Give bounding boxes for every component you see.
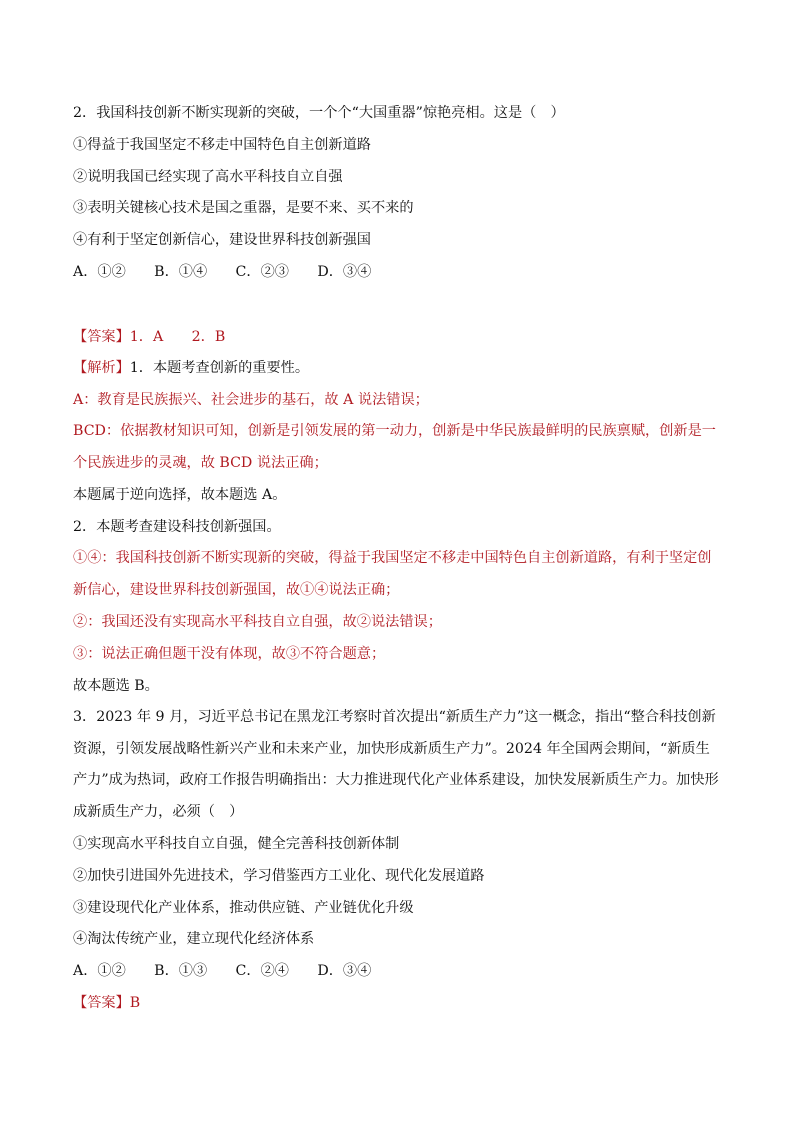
answer-tag: 【答案】 — [73, 329, 130, 345]
analysis-first: 1．本题考查创新的重要性。 — [129, 360, 310, 376]
q2-options: A．①② B．①④ C．②③ D．③④ — [73, 264, 372, 280]
q2-item-2: ②说明我国已经实现了高水平科技自立自强 — [73, 169, 343, 185]
q2-item-1: ①得益于我国坚定不移走中国特色自主创新道路 — [73, 137, 371, 153]
answer-line — [73, 327, 723, 347]
q3-answer-tag: 【答案】 — [73, 995, 130, 1011]
q3-answer-text: B — [129, 995, 141, 1011]
q3-answer-line — [73, 993, 723, 1013]
analysis-tag: 【解析】 — [73, 360, 130, 376]
analysis-q2-line2: ②：我国还没有实现高水平科技自立自强，故②说法错误； — [73, 614, 442, 630]
analysis-q2-head: 2．本题考查建设科技创新强国。 — [73, 519, 281, 535]
analysis-q2-conclusion: 故本题选 B。 — [73, 678, 159, 694]
analysis-bcd-line: BCD：依据教材知识可知，创新是引领发展的第一动力，创新是中华民族最鲜明的民族禀赋，创新是一个民族进步的灵魂，故 BCD 说法正确； — [73, 423, 716, 471]
analysis-line — [73, 358, 723, 378]
answer-text: 1．A 2．B — [129, 329, 226, 345]
q2-stem: 2．我国科技创新不断实现新的突破，一个个“大国重器”惊艳亮相。这是（ ） — [73, 105, 565, 121]
q3-item-3: ③建设现代化产业体系，推动供应链、产业链优化升级 — [73, 900, 414, 916]
q3-item-4: ④淘汰传统产业，建立现代化经济体系 — [73, 931, 315, 947]
analysis-q2-line3: ③：说法正确但题干没有体现，故③不符合题意； — [73, 646, 386, 662]
analysis-q2-line1: ①④：我国科技创新不断实现新的突破，得益于我国坚定不移走中国特色自主创新道路，有利于坚定创新信心，建设世界科技创新强国，故①④说法正确； — [73, 550, 712, 598]
q3-options: A．①② B．①③ C．②④ D．③④ — [73, 963, 372, 979]
q3-item-2: ②加快引进国外先进技术，学习借鉴西方工业化、现代化发展道路 — [73, 868, 485, 884]
analysis-q1-conclusion: 本题属于逆向选择，故本题选 A。 — [73, 487, 287, 503]
q3-stem: 3．2023 年 9 月，习近平总书记在黑龙江考察时首次提出“新质生产力”这一概念，指出“整合科技创新资源，引领发展战略性新兴产业和未来产业，加快形成新质生产力”。2024 年全国两会期间，“新质生产力”成为热词，政府工作报告明确指出：大力推进现代化产业体系建设，加快发展新质生产力。加快形成新质生产力，必须（ ） — [73, 709, 719, 820]
q2-item-4: ④有利于坚定创新信心，建设世界科技创新强国 — [73, 232, 371, 248]
analysis-a-line: A：教育是民族振兴、社会进步的基石，故 A 说法错误； — [73, 392, 429, 408]
q3-item-1: ①实现高水平科技自立自强，健全完善科技创新体制 — [73, 836, 400, 852]
q2-item-3: ③表明关键核心技术是国之重器，是要不来、买不来的 — [73, 200, 414, 216]
